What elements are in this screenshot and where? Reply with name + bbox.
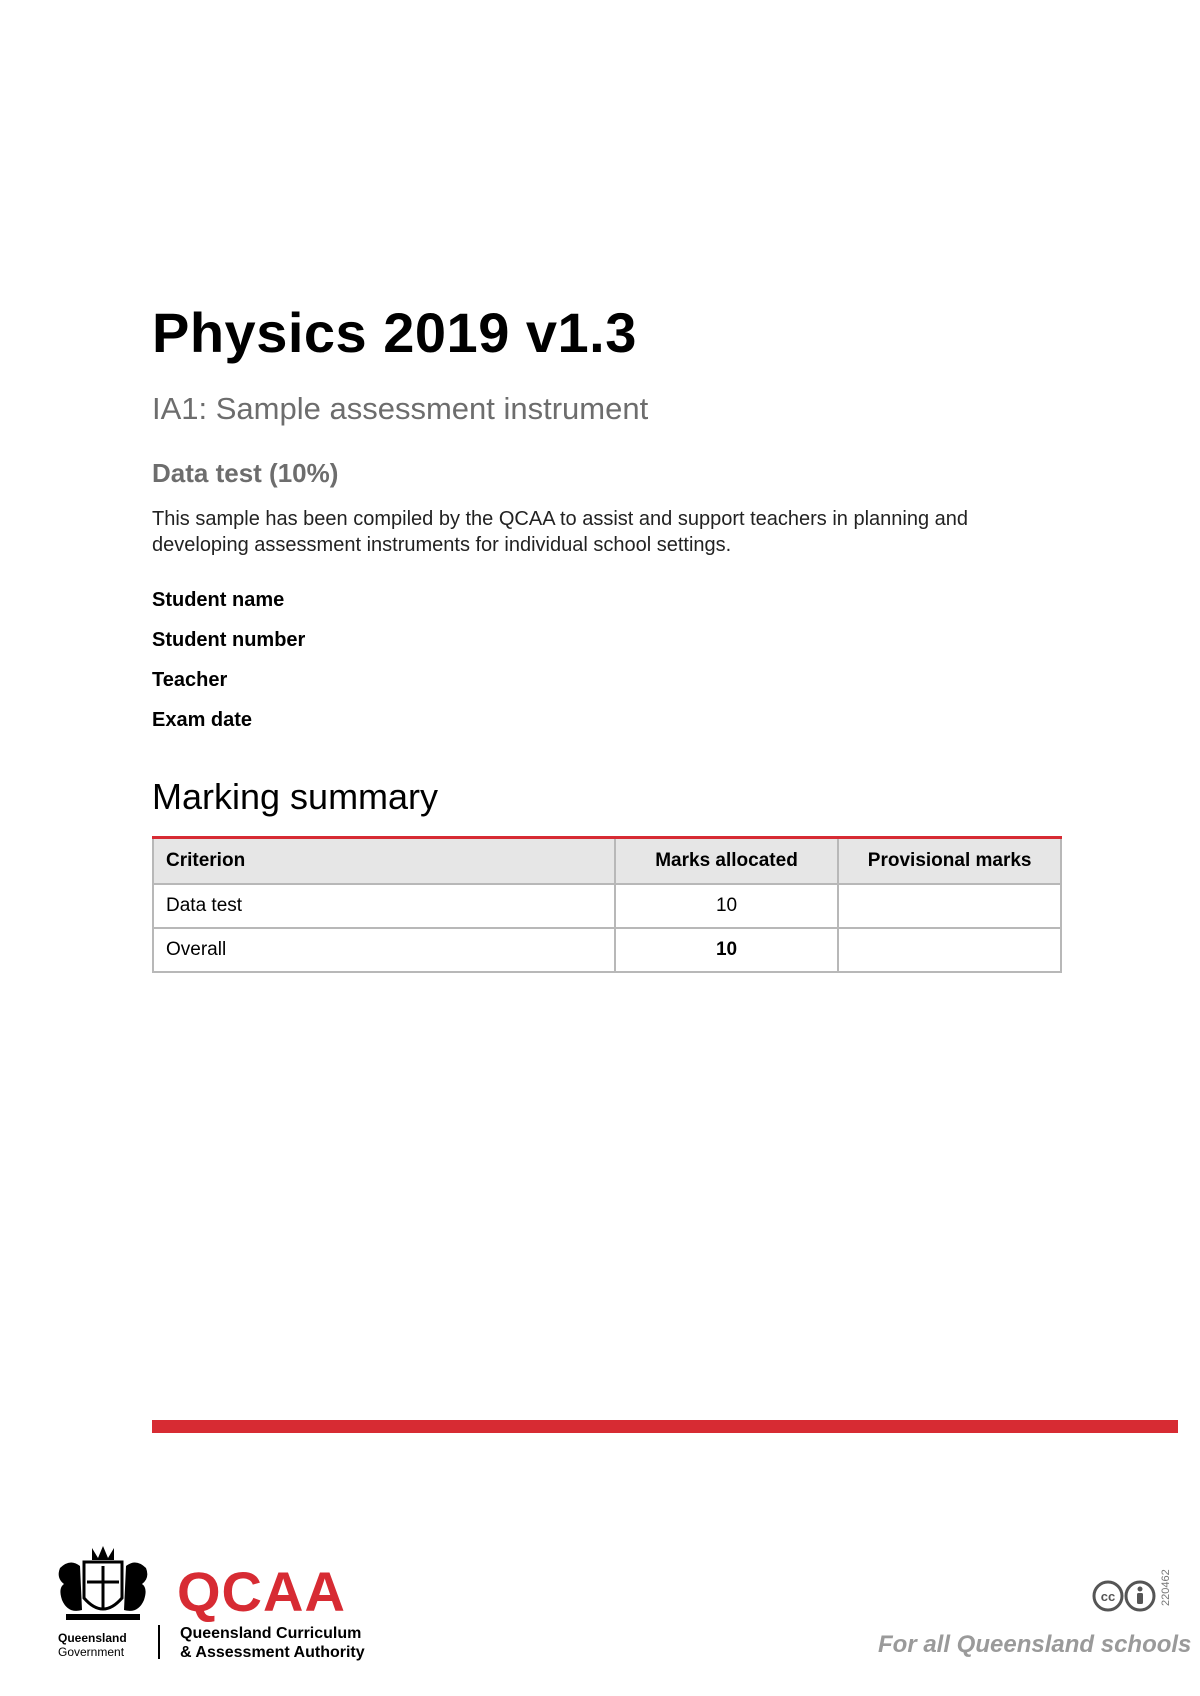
svg-text:cc: cc (1100, 1589, 1116, 1604)
document-code: 220462 (1160, 1569, 1172, 1606)
criterion-cell: Overall (153, 928, 615, 972)
authority-name (180, 1624, 365, 1662)
qcaa-logo: QCAA (177, 1560, 346, 1623)
marks-allocated-cell: 10 (615, 928, 839, 972)
table-row (153, 884, 1061, 928)
instrument-subtitle: IA1: Sample assessment instrument (152, 391, 649, 426)
teacher-label: Teacher (152, 669, 228, 691)
page-title: Physics 2019 v1.3 (152, 301, 637, 364)
provisional-marks-cell[interactable] (838, 928, 1061, 972)
creative-commons-icon (1092, 1580, 1158, 1612)
table-row (153, 928, 1061, 972)
marking-summary-heading: Marking summary (152, 776, 439, 817)
marking-summary-table (152, 836, 1062, 973)
authority-name-line2: & Assessment Authority (180, 1644, 365, 1661)
logo-divider (158, 1625, 160, 1659)
column-header-provisional-marks: Provisional marks (838, 838, 1061, 885)
queensland-crest-icon (54, 1540, 152, 1630)
provisional-marks-cell[interactable] (838, 884, 1061, 928)
footer-tagline: For all Queensland schools (878, 1631, 1192, 1658)
criterion-cell: Data test (153, 884, 615, 928)
exam-date-label: Exam date (152, 709, 253, 731)
government-word: Queensland (58, 1631, 127, 1645)
student-number-label: Student number (152, 629, 306, 651)
marks-allocated-cell: 10 (615, 884, 839, 928)
authority-name-line1: Queensland Curriculum (180, 1625, 362, 1642)
student-name-label: Student name (152, 589, 285, 611)
column-header-criterion: Criterion (153, 838, 615, 885)
government-word-2: Government (58, 1645, 125, 1659)
footer-accent-bar (152, 1420, 1178, 1433)
table-header-row (153, 838, 1061, 885)
intro-paragraph: This sample has been compiled by the QCAA to assist and support teachers in planning and developing assessment instruments for individual school settings. (152, 508, 969, 556)
section-heading: Data test (10%) (152, 458, 339, 488)
column-header-marks-allocated: Marks allocated (615, 838, 839, 885)
